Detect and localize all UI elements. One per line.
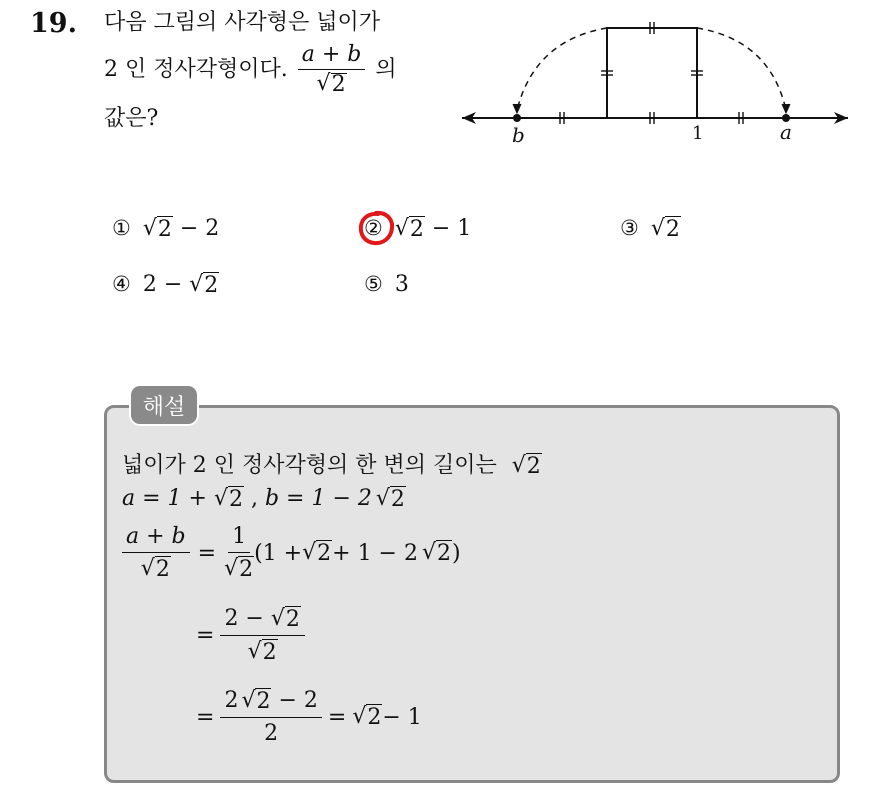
question-line-1: 다음 그림의 사각형은 넓이가 — [104, 10, 381, 35]
right-arc-arrow — [782, 104, 790, 113]
solution-coef-fraction: 1 √ 2 — [224, 524, 254, 582]
choice-4-mark: ④ — [112, 272, 131, 296]
solution-equals-4: = — [327, 704, 347, 730]
choice-5[interactable] — [364, 272, 409, 297]
label-1: 1 — [692, 123, 704, 144]
choice-3-radicand: 2 — [665, 217, 680, 242]
solution-line-4-num-radicand: 2 — [285, 607, 300, 632]
question-number: 19. — [30, 8, 77, 39]
number-line-figure — [450, 0, 870, 160]
solution-paren-radicand-2: 2 — [437, 541, 452, 566]
choice-4-radicand: 2 — [204, 273, 219, 298]
solution-line-4-fraction: 2 − √ 2 √ 2 — [220, 606, 304, 665]
solution-line-5: = 2 √ 2 − 2 2 = √ 2 − 1 — [196, 688, 422, 746]
solution-result-radicand: 2 — [367, 705, 382, 730]
solution-tag: 해설 — [129, 384, 199, 426]
question-fraction-numerator: a + b — [298, 44, 366, 70]
solution-lhs-fraction: a + b √ 2 — [122, 524, 190, 582]
label-a: a — [780, 120, 792, 144]
choice-3-mark: ③ — [620, 216, 639, 240]
left-arc-arrow — [513, 104, 521, 113]
choice-1-mark: ① — [112, 216, 131, 240]
label-b: b — [512, 123, 525, 147]
choice-2-text: − 1 — [424, 216, 472, 241]
choice-5-text: 3 — [394, 272, 409, 297]
choice-2-radicand: 2 — [409, 217, 424, 242]
solution-line-1-radicand: 2 — [526, 454, 541, 479]
solution-a-equation: a = 1 + — [122, 486, 214, 511]
choice-1-radicand: 2 — [157, 217, 172, 242]
solution-equals-2: = — [196, 623, 215, 648]
solution-line-5-denominator: 2 — [264, 721, 279, 746]
solution-lhs-radicand: 2 — [155, 557, 170, 582]
solution-line-5-num-radicand: 2 — [256, 689, 271, 714]
solution-line-4-den-radicand: 2 — [262, 640, 277, 665]
choice-5-mark: ⑤ — [364, 272, 383, 296]
choice-4-text: 2 − — [142, 272, 190, 297]
point-b — [513, 114, 521, 122]
choice-3[interactable]: ③ √ 2 — [620, 216, 680, 242]
selected-answer-circle — [356, 209, 396, 247]
solution-equals-1: = — [197, 540, 217, 566]
solution-separator: , — [243, 486, 265, 511]
solution-line-3: a + b √ 2 = 1 √ 2 (1 + √ 2 + 1 − 2 √ 2 ) — [122, 524, 461, 582]
square-shape — [607, 28, 697, 118]
solution-line-1: 넓이가 2 인 정사각형의 한 변의 길이는 √ 2 — [122, 453, 541, 479]
choice-2[interactable]: ② √ 2 − 1 — [364, 216, 472, 242]
question-line-2 — [104, 44, 397, 96]
solution-coef-radicand: 2 — [239, 557, 254, 582]
choice-2-mark: ② — [364, 216, 383, 240]
solution-b-equation: b = 1 − 2 — [264, 486, 372, 511]
choice-1-text: − 2 — [172, 216, 220, 241]
solution-a-radicand: 2 — [228, 487, 243, 512]
solution-line-1-text: 넓이가 2 인 정사각형의 한 변의 길이는 — [122, 453, 497, 478]
question-fraction-radicand: 2 — [331, 72, 346, 97]
solution-coef-numerator: 1 — [228, 524, 250, 553]
solution-b-radicand: 2 — [390, 487, 405, 512]
solution-line-2: a = 1 + √ 2 , b = 1 − 2 √ 2 — [122, 486, 405, 512]
question-fraction-denominator: √ 2 — [316, 71, 346, 97]
solution-line-5-num-text: 2 — [224, 688, 239, 713]
question-line-3: 값은? — [104, 106, 159, 131]
solution-line-5-fraction: 2 √ 2 − 2 2 — [220, 688, 321, 746]
solution-paren-open: (1 + — [254, 540, 303, 566]
left-dashed-arc — [517, 28, 607, 110]
solution-result-suffix: − 1 — [382, 704, 422, 730]
solution-paren-radicand-1: 2 — [317, 541, 332, 566]
choice-4[interactable]: ④ 2 − √ 2 — [112, 272, 219, 298]
solution-equals-3: = — [196, 704, 215, 730]
solution-line-4-num-text: 2 − — [224, 606, 271, 631]
question-line-2-suffix: 의 — [375, 57, 397, 82]
solution-line-5-num-suffix: − 2 — [271, 688, 318, 713]
solution-line-4 — [196, 606, 305, 665]
right-dashed-arc — [697, 28, 786, 110]
choice-1[interactable]: ① √ 2 − 2 — [112, 216, 220, 242]
solution-paren-mid: + 1 − 2 — [332, 540, 418, 566]
solution-lhs-numerator: a + b — [122, 524, 190, 553]
solution-paren-close: ) — [452, 540, 461, 566]
question-fraction — [298, 44, 366, 96]
question-line-2-text: 2 인 정사각형이다. — [104, 57, 288, 82]
equal-length-ticks — [560, 22, 743, 124]
